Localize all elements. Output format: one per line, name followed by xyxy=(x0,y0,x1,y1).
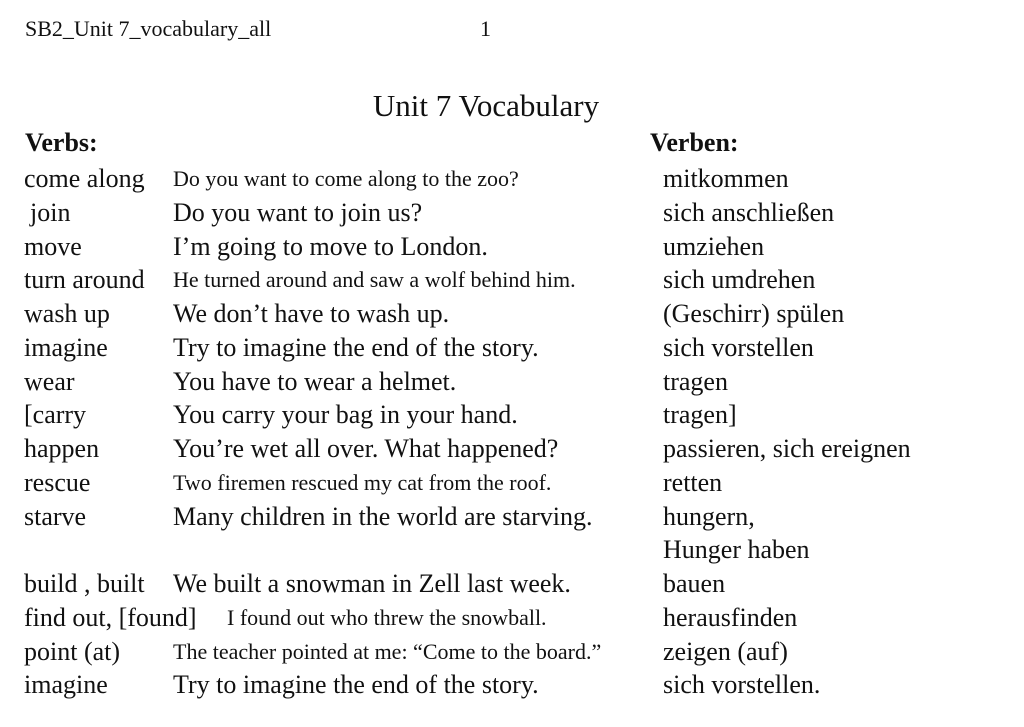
german-translation: umziehen xyxy=(663,231,765,261)
english-term: join xyxy=(30,197,71,227)
example-sentence: We don’t have to wash up. xyxy=(173,299,450,328)
german-translation: sich anschließen xyxy=(663,197,835,227)
vocab-row xyxy=(0,533,1024,567)
vocab-row xyxy=(0,162,1024,196)
german-translation: zeigen (auf) xyxy=(663,636,788,666)
english-term: wash up xyxy=(24,299,110,328)
german-translation: tragen] xyxy=(663,400,737,430)
english-term: rescue xyxy=(24,467,91,497)
german-translation: sich vorstellen xyxy=(663,332,814,362)
german-translation: tragen xyxy=(663,366,728,396)
vocab-row xyxy=(0,196,1024,230)
example-sentence: We built a snowman in Zell last week. xyxy=(173,569,571,598)
example-sentence: Two firemen rescued my cat from the roof. xyxy=(173,469,552,495)
vocab-row xyxy=(0,500,1024,534)
vocab-row xyxy=(0,365,1024,399)
vocab-row xyxy=(0,263,1024,297)
english-term: build , built xyxy=(24,569,145,598)
english-term: find out, [found] xyxy=(24,602,197,632)
english-term: happen xyxy=(24,434,100,463)
page-title: Unit 7 Vocabulary xyxy=(372,88,600,123)
example-sentence: He turned around and saw a wolf behind him. xyxy=(173,267,576,293)
example-sentence: The teacher pointed at me: “Come to the board.” xyxy=(173,638,602,664)
german-translation: sich umdrehen xyxy=(663,265,816,295)
german-translation: hungern, xyxy=(663,501,755,531)
english-term: move xyxy=(24,231,82,261)
example-sentence: You have to wear a helmet. xyxy=(173,366,457,396)
english-term: starve xyxy=(24,501,87,531)
example-sentence: Do you want to join us? xyxy=(173,197,423,227)
vocab-row xyxy=(0,635,1024,669)
english-term: point (at) xyxy=(24,636,121,666)
example-sentence: I found out who threw the snowball. xyxy=(227,604,547,630)
english-term: come along xyxy=(24,164,145,193)
vocab-row xyxy=(0,432,1024,466)
english-term: wear xyxy=(24,366,75,396)
example-sentence: Do you want to come along to the zoo? xyxy=(173,166,519,191)
vocab-row xyxy=(0,398,1024,432)
german-translation: passieren, sich ereignen xyxy=(663,434,911,463)
german-translation: bauen xyxy=(663,569,726,598)
vocab-row xyxy=(0,601,1024,635)
german-translation: Hunger haben xyxy=(663,535,810,565)
vocab-row xyxy=(0,668,1024,702)
example-sentence: You carry your bag in your hand. xyxy=(173,400,518,430)
vocab-row xyxy=(0,297,1024,331)
vocab-row xyxy=(0,230,1024,264)
vocab-row xyxy=(0,567,1024,601)
vocab-row xyxy=(0,331,1024,365)
example-sentence: I’m going to move to London. xyxy=(173,231,488,261)
german-translation: sich vorstellen. xyxy=(663,670,821,700)
english-term: [carry xyxy=(24,400,87,430)
page-number: 1 xyxy=(480,16,491,41)
vocabulary-list xyxy=(0,162,1024,702)
english-term: imagine xyxy=(24,332,108,362)
english-term: turn around xyxy=(24,265,145,295)
german-translation: retten xyxy=(663,467,723,497)
header-filename: SB2_Unit 7_vocabulary_all xyxy=(25,16,272,41)
example-sentence: You’re wet all over. What happened? xyxy=(173,434,559,463)
german-translation: (Geschirr) spülen xyxy=(663,299,845,328)
example-sentence: Many children in the world are starving. xyxy=(173,501,593,531)
vocab-row xyxy=(0,466,1024,500)
english-term: imagine xyxy=(24,670,108,700)
example-sentence: Try to imagine the end of the story. xyxy=(173,332,539,362)
heading-verbs: Verbs: xyxy=(25,128,98,157)
example-sentence: Try to imagine the end of the story. xyxy=(173,670,539,700)
heading-verben: Verben: xyxy=(650,128,739,157)
german-translation: herausfinden xyxy=(663,602,798,632)
german-translation: mitkommen xyxy=(663,164,789,193)
